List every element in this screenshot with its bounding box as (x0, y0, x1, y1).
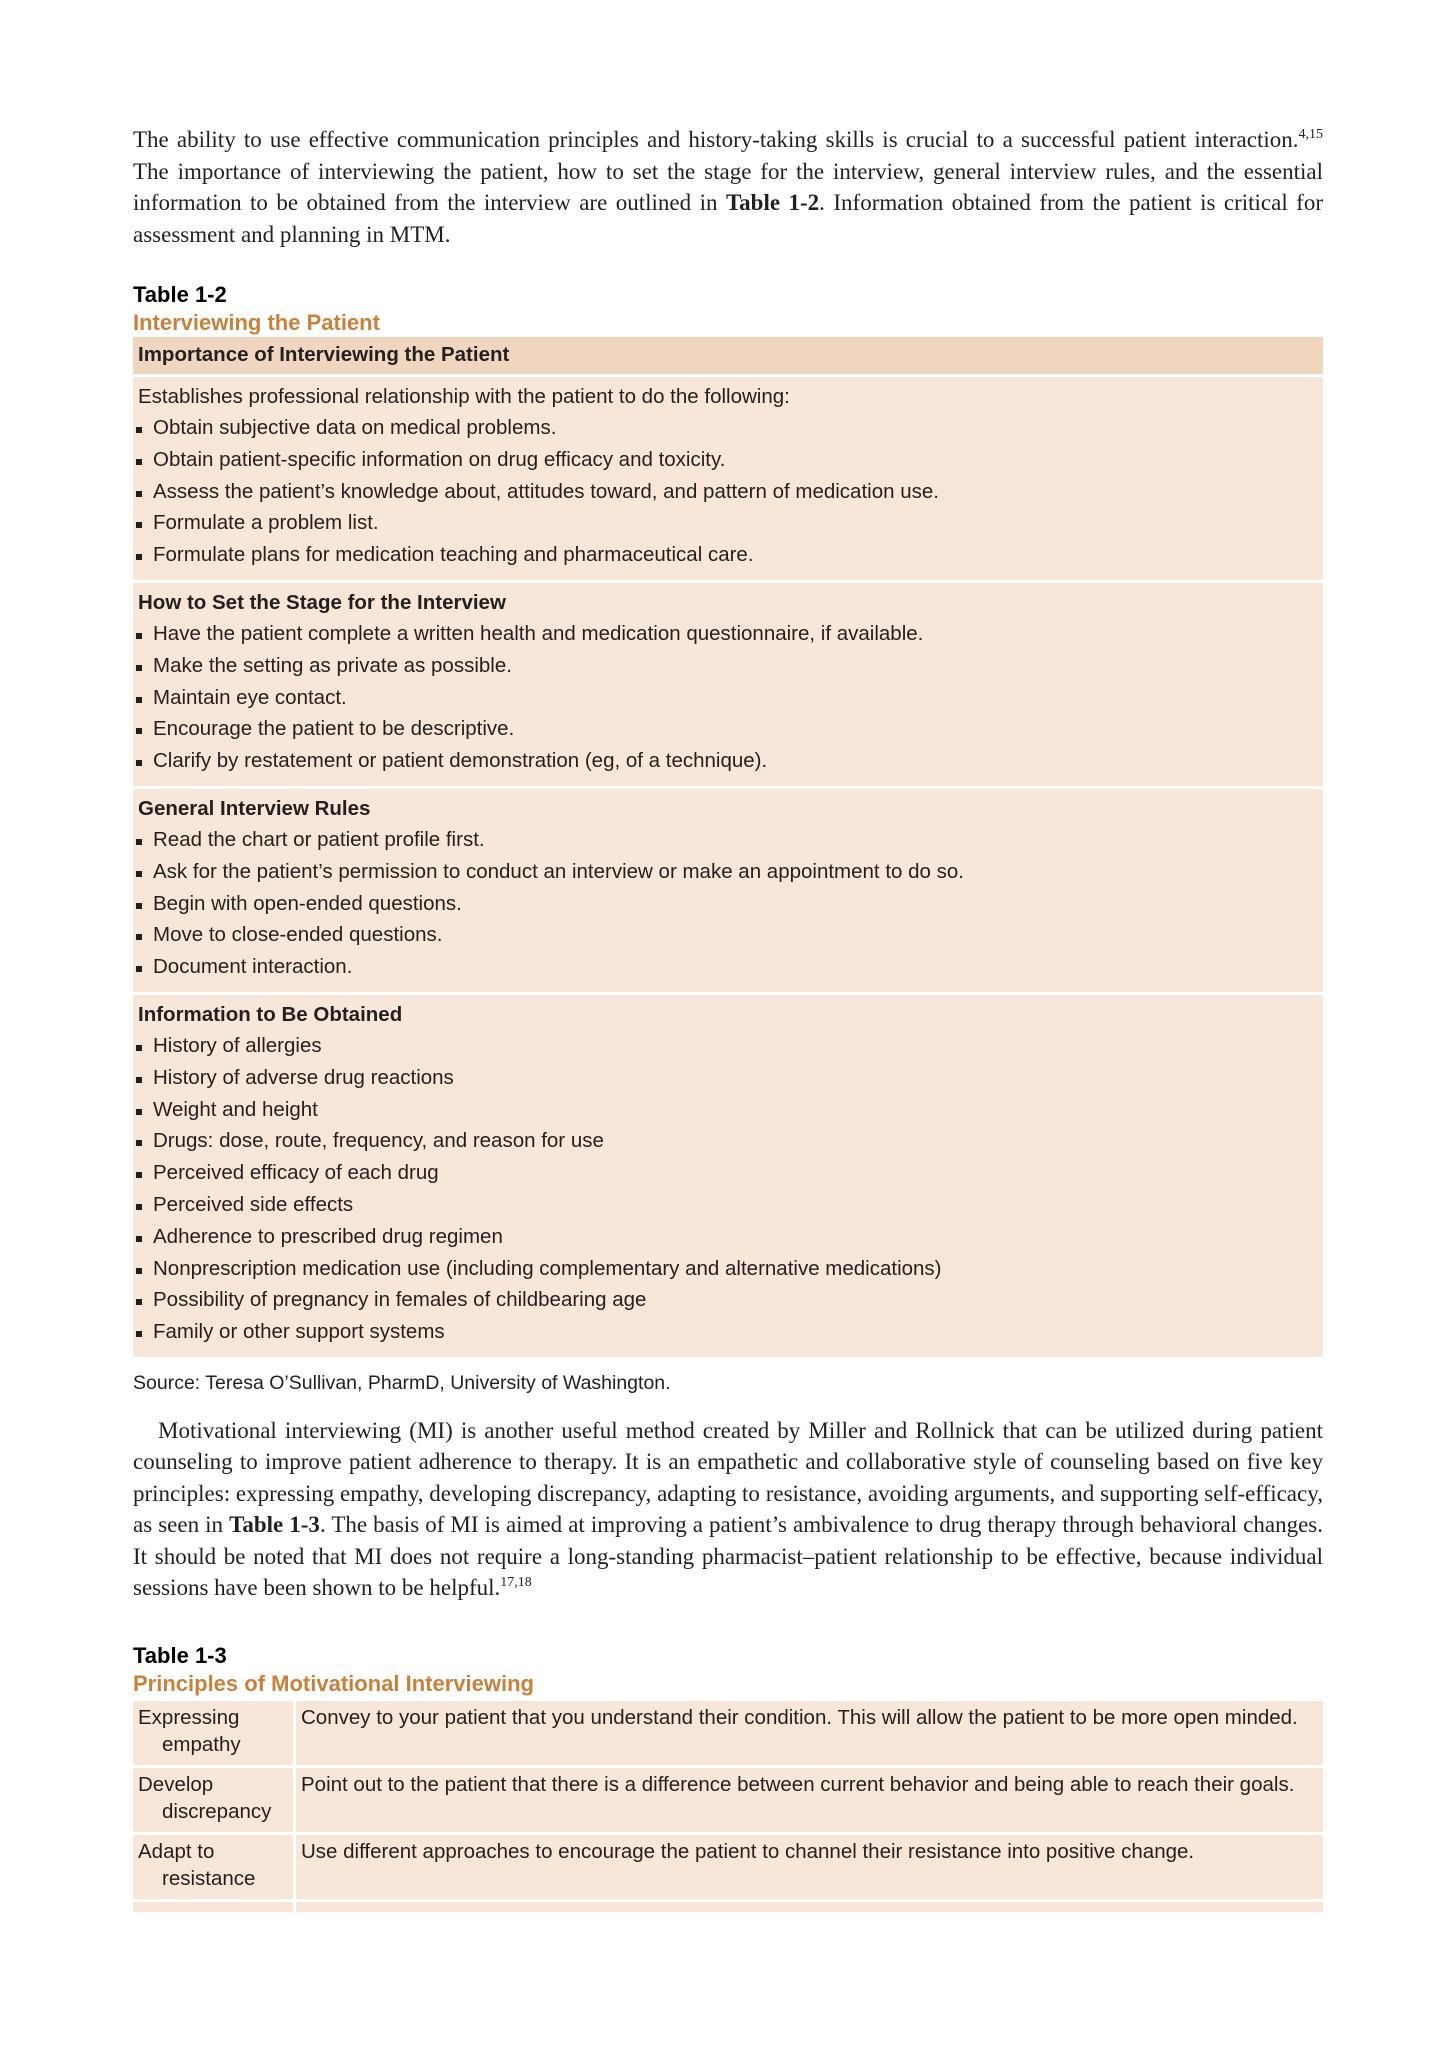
stage-section (133, 581, 1323, 787)
list-item: Obtain subjective data on medical problems. (138, 412, 1318, 444)
table-reference: Table 1-2 (725, 190, 820, 215)
info-heading: Information to Be Obtained (138, 1002, 403, 1026)
table-header: Importance of Interviewing the Patient (133, 337, 1323, 376)
list-item: Perceived efficacy of each drug (138, 1157, 1318, 1189)
importance-section (133, 376, 1323, 582)
list-item: Assess the patient’s knowledge about, attitudes toward, and pattern of medication use. (138, 476, 1318, 508)
importance-list (138, 412, 1318, 571)
list-item: Adherence to prescribed drug regimen (138, 1221, 1318, 1253)
rules-section (133, 787, 1323, 993)
page (133, 124, 1323, 1912)
table-row (133, 1766, 1323, 1833)
list-item: Read the chart or patient profile first. (138, 824, 1318, 856)
importance-intro: Establishes professional relationship with the patient to do the following: (138, 385, 790, 408)
list-item: Formulate plans for medication teaching and pharmaceutical care. (138, 539, 1318, 571)
intro-paragraph (133, 124, 1323, 250)
rules-heading: General Interview Rules (138, 796, 371, 820)
list-item: Nonprescription medication use (including complementary and alternative medications) (138, 1253, 1318, 1285)
list-item: Weight and height (138, 1094, 1318, 1126)
mi-paragraph (133, 1415, 1323, 1604)
list-item: Begin with open-ended questions. (138, 888, 1318, 920)
list-item: Have the patient complete a written health and medication questionnaire, if available. (138, 618, 1318, 650)
list-item: Make the setting as private as possible. (138, 650, 1318, 682)
table-row (133, 1699, 1323, 1766)
list-item: History of allergies (138, 1030, 1318, 1062)
para2-text-2: . The basis of MI is aimed at improving a patient’s ambivalence to drug therapy through behavioral changes. It should be noted that MI does not require a long-standing pharmacist–patient relationship to be effective, because individual sessions have been shown to be helpful. (133, 1512, 1324, 1601)
table-1-3-number: Table 1-3 (133, 1642, 227, 1668)
list-item: Obtain patient-specific information on drug efficacy and toxicity. (138, 444, 1318, 476)
table-1-2-title: Interviewing the Patient (133, 310, 380, 335)
citation-superscript: 4,15 (1298, 127, 1323, 142)
list-item: History of adverse drug reactions (138, 1062, 1318, 1094)
para1-text-2: The importance of interviewing the patient, how to set the stage for the interview, general interview rules, and the essential information to be obtained from the interview are outlined in (133, 158, 1323, 215)
list-item: Ask for the patient’s permission to conduct an interview or make an appointment to do so. (138, 856, 1318, 888)
list-item: Document interaction. (138, 951, 1318, 983)
principle-description: Point out to the patient that there is a difference between current behavior and being able to reach their goals. (301, 1772, 1295, 1796)
principle-term: Develop discrepancy (138, 1772, 272, 1823)
list-item: Clarify by restatement or patient demonstration (eg, of a technique). (138, 745, 1318, 777)
table-1-2-number: Table 1-2 (133, 282, 227, 307)
list-item: Move to close-ended questions. (138, 919, 1318, 951)
list-item: Family or other support systems (138, 1316, 1318, 1348)
table-1-3 (133, 1698, 1323, 1912)
rules-list (138, 824, 1318, 983)
table-row (133, 1833, 1323, 1900)
table-source: Source: Teresa O’Sullivan, PharmD, University of Washington. (133, 1371, 671, 1394)
principle-description: Use different approaches to encourage the patient to channel their resistance into positive change. (301, 1839, 1195, 1863)
table-1-3-title: Principles of Motivational Interviewing (133, 1670, 534, 1696)
table-1-2 (133, 337, 1323, 1357)
principle-term: Adapt to resistance (138, 1839, 256, 1890)
stage-list (138, 618, 1318, 777)
para1-text-3: . Information obtained from the patient is critical for assessment and planning in MTM. (133, 190, 1323, 247)
para2-text-1: Motivational interviewing (MI) is another useful method created by Miller and Rollnick that can be utilized during patient counseling to improve patient adherence to therapy. It is an empathetic and collaborative style of counseling based on five key principles: expressing empathy, developing discrepancy, adapting to resistance, avoiding arguments, and supporting self-efficacy, as seen in (133, 1417, 1323, 1538)
citation-superscript: 17,18 (500, 1575, 532, 1591)
list-item: Perceived side effects (138, 1189, 1318, 1221)
stage-heading: How to Set the Stage for the Interview (138, 590, 506, 614)
list-item: Possibility of pregnancy in females of childbearing age (138, 1284, 1318, 1316)
info-section (133, 993, 1323, 1356)
list-item: Encourage the patient to be descriptive. (138, 713, 1318, 745)
table-reference: Table 1-3 (229, 1512, 320, 1538)
table-row-continued (133, 1900, 1323, 1912)
principle-term: Expressing empathy (138, 1705, 241, 1756)
principle-description: Convey to your patient that you understand their condition. This will allow the patient to be more open minded. (301, 1705, 1298, 1729)
info-list (138, 1030, 1318, 1348)
list-item: Formulate a problem list. (138, 507, 1318, 539)
list-item: Maintain eye contact. (138, 682, 1318, 714)
list-item: Drugs: dose, route, frequency, and reason for use (138, 1125, 1318, 1157)
para1-text-1: The ability to use effective communication principles and history-taking skills is crucial to a successful patient interaction. (133, 127, 1299, 152)
